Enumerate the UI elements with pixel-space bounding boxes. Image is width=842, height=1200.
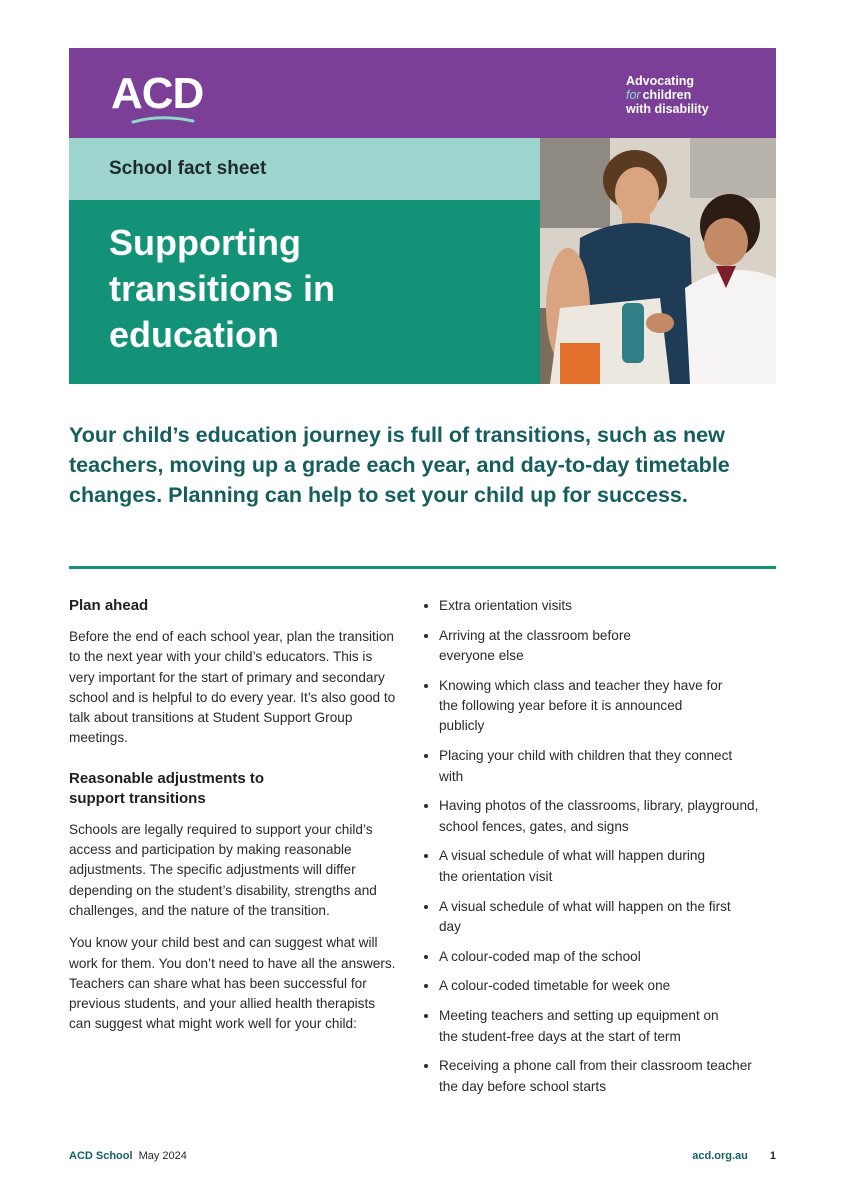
divider: [69, 566, 776, 569]
tagline: Advocating for children with disability: [626, 74, 709, 116]
footer-date: May 2024: [138, 1150, 187, 1162]
list-item: Placing your child with children that they connect with: [420, 746, 739, 787]
list-item: Extra orientation visits: [420, 596, 760, 616]
footer-url[interactable]: acd.org.au: [692, 1150, 748, 1162]
header-band: [69, 48, 776, 138]
adjustments-list: [420, 596, 760, 1097]
list-item: A colour-coded timetable for week one: [420, 976, 760, 996]
list-item: A visual schedule of what will happen on the first day: [420, 897, 739, 938]
list-item: Receiving a phone call from their classroom teacher the day before school starts: [420, 1056, 759, 1097]
kicker-label: School fact sheet: [109, 158, 267, 179]
list-item: A visual schedule of what will happen during the orientation visit: [420, 846, 719, 887]
lead-paragraph: Your child’s education journey is full of transitions, such as new teachers, moving up a grade each year, and day-to-day timetable changes. Planning can help to set your child up for success.: [69, 423, 730, 507]
kicker-band: [69, 138, 540, 200]
logo-text: ACD: [111, 69, 204, 118]
list-item: Meeting teachers and setting up equipment on the student-free days at the start of term: [420, 1006, 739, 1047]
paragraph-plan-ahead: Before the end of each school year, plan the transition to the next year with your child’s educators. This is very important for the start of primary and secondary school and is helpful to do every year. It’s also good to talk about transitions at Student Support Group meetings.: [69, 629, 396, 746]
footer-org: ACD School: [69, 1150, 133, 1162]
page-title: Supporting transitions in education: [109, 222, 336, 355]
right-column: [420, 596, 760, 1106]
paragraph-legal-requirement: Schools are legally required to support your child’s access and participation by making reasonable adjustments. The specific adjustments will differ depending on the student’s disability, strengths and challenges, and the nature of the transition.: [69, 821, 377, 918]
acd-logo: [111, 70, 203, 118]
list-item: Having photos of the classrooms, library, playground, school fences, gates, and signs: [420, 796, 760, 837]
left-column: [69, 596, 399, 1047]
footer-right: [692, 1150, 776, 1162]
list-item: Arriving at the classroom before everyone else: [420, 626, 679, 667]
logo-swoosh-icon: [131, 116, 195, 126]
paragraph-suggestions: You know your child best and can suggest what will work for them. You don’t need to have all the answers. Teachers can share what has been successful for previous students, and your allied health therapists can suggest what might work well for your child:: [69, 935, 396, 1032]
list-item: Knowing which class and teacher they have for the following year before it is announced publicly: [420, 676, 729, 737]
hero-photo: [540, 138, 776, 384]
heading-reasonable-adjustments: Reasonable adjustments to support transitions: [69, 769, 265, 807]
title-band: [69, 200, 540, 384]
list-item: A colour-coded map of the school: [420, 947, 760, 967]
heading-plan-ahead: Plan ahead: [69, 597, 149, 614]
page-number: 1: [769, 1150, 776, 1162]
footer-left: [69, 1150, 187, 1162]
